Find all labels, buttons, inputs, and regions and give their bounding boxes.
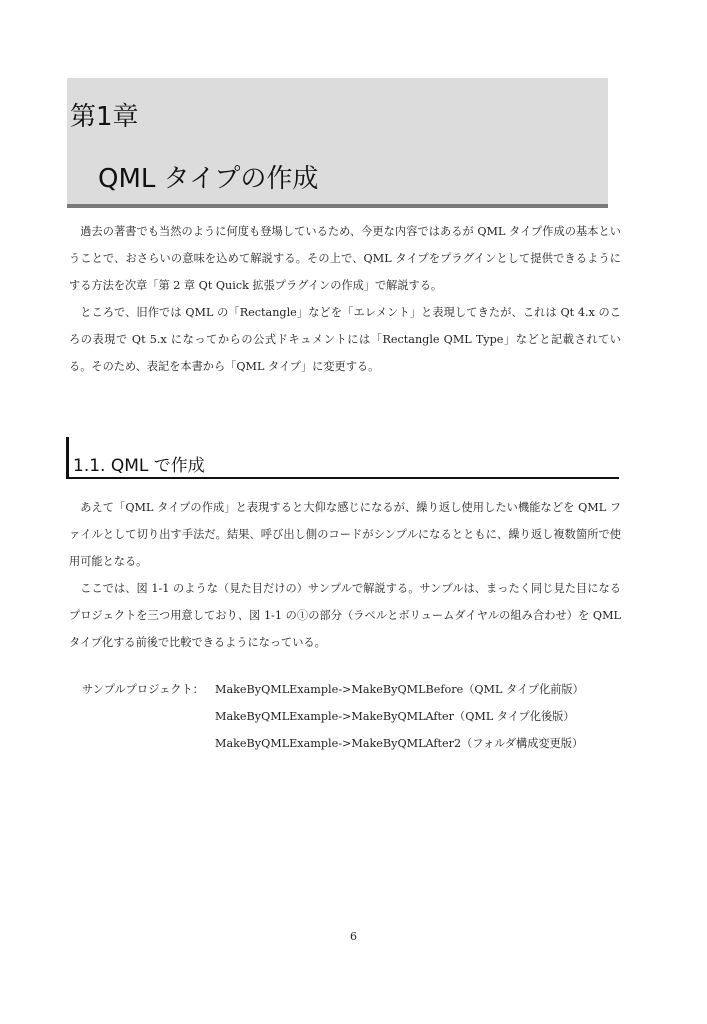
sample-project-item: MakeByQMLExample->MakeByQMLAfter（QML タイプ化後版）	[215, 710, 575, 723]
section-heading	[66, 437, 619, 479]
chapter-title: QML タイプの作成	[98, 164, 319, 194]
chapter-number: 第1章	[70, 102, 139, 132]
page-number: 6	[350, 930, 357, 943]
chapter-header	[67, 78, 608, 208]
intro-paragraph-2: ところで、旧作では QML の「Rectangle」などを「エレメント」と表現してきたが、これは Qt 4.x のころの表現で Qt 5.x になってからの公式ドキュメントには「Rectangle QML Type」などと記載されている。そのため、表記を本書から「QML タイプ」に変更する。	[69, 306, 621, 373]
sample-project-label: サンプルプロジェクト：	[82, 683, 204, 696]
section-title: 1.1. QML で作成	[73, 456, 205, 476]
sample-project-item: MakeByQMLExample->MakeByQMLBefore（QML タイプ化前版）	[215, 683, 584, 696]
section-paragraph-1: あえて「QML タイプの作成」と表現すると大仰な感じになるが、繰り返し使用したい機能などを QML ファイルとして切り出す手法だ。結果、呼び出し側のコードがシンプルになるとともに、繰り返し複数箇所で使用可能となる。	[69, 501, 621, 568]
section-paragraph-2: ここでは、図 1-1 のような（見た目だけの）サンプルで解説する。サンプルは、まったく同じ見た目になるプロジェクトを三つ用意しており、図 1-1 の①の部分（ラベルとボリュームダイヤルの組み合わせ）を QML タイプ化する前後で比較できるようになっている。	[69, 582, 621, 649]
sample-project-item: MakeByQMLExample->MakeByQMLAfter2（フォルダ構成変更版）	[215, 737, 584, 750]
intro-paragraph-1: 過去の著書でも当然のように何度も登場しているため、今更な内容ではあるが QML タイプ作成の基本ということで、おさらいの意味を込めて解説する。その上で、QML タイプをプラグインとして提供できるようにする方法を次章「第 2 章 Qt Quick 拡張プラグインの作成」で解説する。	[69, 225, 621, 292]
